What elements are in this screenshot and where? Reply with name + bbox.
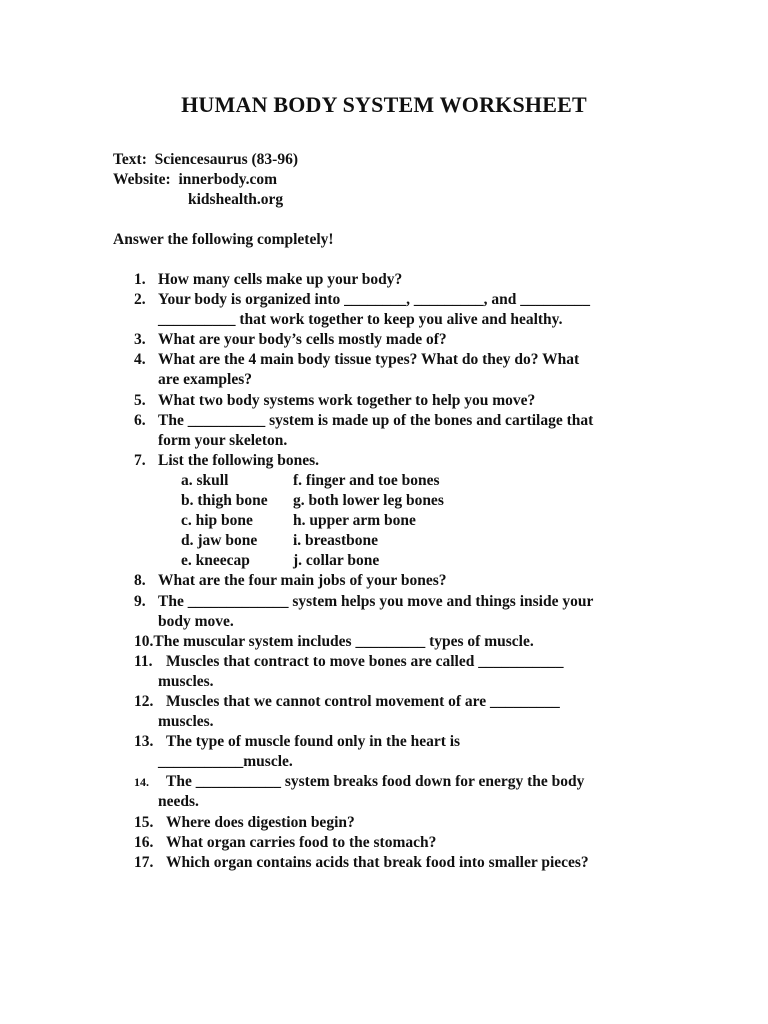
question-text: What are your body’s cells mostly made of? bbox=[158, 331, 447, 349]
question-number: 9. bbox=[134, 592, 146, 610]
question-number: 10. bbox=[134, 632, 154, 650]
question-text: What are the four main jobs of your bones? bbox=[158, 572, 447, 590]
website-2: kidshealth.org bbox=[188, 191, 284, 208]
bone-item: h. upper arm bone bbox=[293, 512, 416, 530]
question-number: 7. bbox=[134, 451, 146, 469]
question-6 bbox=[0, 411, 593, 451]
question-5 bbox=[0, 391, 593, 411]
question-text: The _____________ system helps you move and things inside your bbox=[158, 592, 594, 610]
worksheet-title: HUMAN BODY SYSTEM WORKSHEET bbox=[181, 92, 587, 117]
question-text: The type of muscle found only in the heart is bbox=[166, 733, 461, 751]
question-number: 11. bbox=[134, 652, 153, 670]
bone-item: b. thigh bone bbox=[181, 492, 268, 510]
question-8 bbox=[0, 571, 593, 591]
question-number: 2. bbox=[134, 291, 146, 309]
question-number: 4. bbox=[134, 351, 146, 369]
question-text: Where does digestion begin? bbox=[166, 813, 355, 831]
question-number: 15. bbox=[134, 813, 154, 831]
bone-item: a. skull bbox=[181, 471, 229, 489]
question-text-cont: are examples? bbox=[158, 371, 252, 389]
bone-row bbox=[0, 471, 593, 491]
references-block bbox=[113, 150, 298, 210]
website-label: Website: bbox=[113, 171, 171, 188]
question-text: Muscles that we cannot control movement of are _________ bbox=[166, 692, 560, 710]
question-list bbox=[0, 270, 593, 873]
question-17 bbox=[0, 853, 593, 873]
question-number: 8. bbox=[134, 572, 146, 590]
question-number: 14. bbox=[134, 775, 149, 790]
question-text-cont: form your skeleton. bbox=[158, 431, 288, 449]
question-text: Muscles that contract to move bones are called ___________ bbox=[166, 652, 564, 670]
question-number: 6. bbox=[134, 411, 146, 429]
question-3 bbox=[0, 330, 593, 350]
website-reference bbox=[113, 170, 298, 190]
question-text-cont: needs. bbox=[158, 793, 199, 811]
bone-row bbox=[0, 531, 593, 551]
instruction: Answer the following completely! bbox=[113, 231, 334, 248]
question-11 bbox=[0, 652, 593, 692]
question-text-cont: body move. bbox=[158, 612, 234, 630]
question-number: 17. bbox=[134, 853, 154, 871]
question-number: 5. bbox=[134, 391, 146, 409]
question-9 bbox=[0, 592, 593, 632]
question-text: The ___________ system breaks food down for energy the body bbox=[166, 773, 585, 791]
question-16 bbox=[0, 833, 593, 853]
question-15 bbox=[0, 813, 593, 833]
bone-item: f. finger and toe bones bbox=[293, 471, 440, 489]
question-number: 12. bbox=[134, 692, 154, 710]
bone-row bbox=[0, 511, 593, 531]
text-label: Text: bbox=[113, 151, 147, 168]
question-2 bbox=[0, 290, 593, 330]
question-12 bbox=[0, 692, 593, 732]
question-1 bbox=[0, 270, 593, 290]
bone-item: g. both lower leg bones bbox=[293, 492, 444, 510]
bone-item: j. collar bone bbox=[293, 552, 380, 570]
question-4 bbox=[0, 350, 593, 390]
question-14 bbox=[0, 772, 593, 812]
bone-item: d. jaw bone bbox=[181, 532, 258, 550]
bone-row bbox=[0, 551, 593, 571]
question-text: List the following bones. bbox=[158, 451, 320, 469]
question-text: The __________ system is made up of the bones and cartilage that bbox=[158, 411, 594, 429]
question-text: What two body systems work together to help you move? bbox=[158, 391, 536, 409]
bone-item: e. kneecap bbox=[181, 552, 250, 570]
bone-item: c. hip bone bbox=[181, 512, 253, 530]
question-7 bbox=[0, 451, 593, 471]
question-10 bbox=[0, 632, 593, 652]
text-reference bbox=[113, 150, 298, 170]
question-number: 16. bbox=[134, 833, 154, 851]
text-value: Sciencesaurus (83-96) bbox=[154, 151, 298, 168]
question-number: 13. bbox=[134, 733, 154, 751]
question-text: How many cells make up your body? bbox=[158, 271, 403, 288]
question-text: Which organ contains acids that break food into smaller pieces? bbox=[166, 853, 589, 871]
question-text: What organ carries food to the stomach? bbox=[166, 833, 437, 851]
bone-item: i. breastbone bbox=[293, 532, 378, 550]
question-number: 1. bbox=[134, 271, 146, 288]
question-text: What are the 4 main body tissue types? What do they do? What bbox=[158, 351, 580, 369]
website-1: innerbody.com bbox=[178, 171, 278, 188]
question-text-cont: muscles. bbox=[158, 672, 214, 690]
question-text: Your body is organized into ________, _________, and _________ bbox=[158, 291, 591, 309]
question-text-cont: ___________muscle. bbox=[158, 753, 293, 771]
question-text: The muscular system includes _________ types of muscle. bbox=[153, 632, 534, 650]
question-text-cont: muscles. bbox=[158, 713, 214, 731]
question-number: 3. bbox=[134, 331, 146, 349]
question-text-cont: __________ that work together to keep you alive and healthy. bbox=[158, 311, 563, 329]
question-13 bbox=[0, 732, 593, 772]
bone-row bbox=[0, 491, 593, 511]
